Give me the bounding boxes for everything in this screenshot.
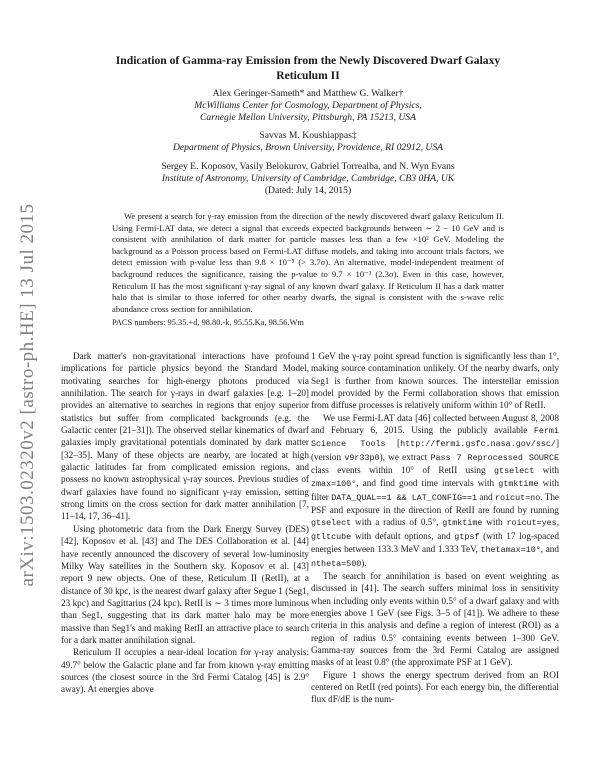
dated-line: (Dated: July 14, 2015) [264,185,352,196]
code-gtltcube: gtltcube [311,531,352,542]
code-version: v9r33p0 [344,452,380,463]
code-roicut-no: roicut=no [495,492,541,503]
text-run: , and find good time intervals with [356,478,499,489]
authors-line-3: Sergey E. Koposov, Vasily Belokurov, Gabriel Torrealba, and N. Wyn Evans [161,161,455,172]
text-run: ] (version [311,438,559,462]
arxiv-sidebar-stamp [8,195,48,595]
code-gtmktime-2: gtmktime [442,518,483,529]
text-run: and [477,491,495,502]
author-block-1 [70,88,546,124]
code-gtselect-2: gtselect [311,518,352,529]
code-gtselect: gtselect [494,466,535,477]
author-block-3 [70,161,546,197]
affiliation-1a: McWilliams Center for Cosmology, Department of Physics, [194,100,422,111]
code-gtpsf: gtpsf [454,531,480,542]
left-paragraph-3: Reticulum II occupies a near-ideal location for γ-ray analysis: 49.7° below the Galactic plane and far from known γ-ray emitting sources (the closest source in the 3rd Fermi Catalog [45] is 2.9° away). At energies above [61,647,309,695]
text-run: with [482,517,507,528]
text-run: with a radius of 0.5°, [351,517,443,528]
fermi-url-link[interactable]: http://fermi.gsfc.nasa.gov/ssc/ [400,439,556,450]
text-run: ), we extract [379,451,431,462]
code-filter: DATA_QUAL==1 && LAT_CONFIG==1 [331,492,478,503]
code-pass7: Pass 7 Reprocessed SOURCE [430,452,559,463]
text-run: (with 17 log-spaced energies between 133.3 MeV and 1.333 TeV, [311,530,559,555]
text-run: with [534,465,559,476]
text-run: [ [385,438,401,449]
text-run: , [556,517,559,528]
code-roicut-yes: roicut=yes [506,518,557,529]
right-paragraph-4: Figure 1 shows the energy spectrum derived from an ROI centered on RetII (red points). For each energy bin, the differential flux dF/dE is the num- [311,669,559,705]
text-run: . The PSF and exposure in the direction of RetII are found by running [311,491,559,516]
code-zmax: zmax=100° [311,479,357,490]
right-paragraph-2 [311,412,559,570]
code-gtmktime: gtmktime [498,479,539,490]
left-paragraph-2: Using photometric data from the Dark Energy Survey (DES) [42], Koposov et al. [43] and The DES Collaboration et al. [44] have recently announced the discovery of several low-luminosity Milky Way satellites in the Southern sky. Koposov et al. [43] report 9 new objects. One of these, Reticulum II (RetII), at a distance of 30 kpc, is the nearest dwarf galaxy after Segue 1 (Seg1, 23 kpc) and Sagittarius (24 kpc). RetII is ∼ 3 times more luminous than Seg1, suggesting that its dark matter halo may be more massive than Seg1's and making RetII an attractive place to search for a dark matter annihilation signal. [61,523,309,645]
pacs-numbers: PACS numbers: 95.35.+d, 98.80.-k, 95.55.Ka, 98.56.Wm [112,318,304,327]
text-run: with filter [311,478,559,502]
affiliation-1b: Carnegie Mellon University, Pittsburgh, PA 15213, USA [200,112,416,123]
left-paragraph-1: Dark matter's non-gravitational interactions have profound implications for particle physics beyond the Standard Model, motivating searches for high-energy photons produced via annihilation. The search for γ-rays in dwarf galaxies [e.g. 1–20] provides an alternative to searches in regions that enjoy superior statistics but suffer from complicated backgrounds (e.g. the Galactic center [21–31]). The observed stellar kinematics of dwarf galaxies imply gravitational potentials dominated by dark matter [32–35]. Many of these objects are nearby, are located at high galactic latitudes far from complicated emission regions, and possess no known astrophysical γ-ray sources. Previous studies of dwarf galaxies have found no significant γ-ray emission, setting strong limits on the cross section for dark matter annihilation [7, 11–14, 17, 36–41]. [61,351,309,522]
code-thetamax: thetamax=10° [480,545,541,556]
code-ntheta: ntheta=500 [311,558,362,569]
affiliation-2: Department of Physics, Brown University, Providence, RI 02912, USA [173,142,443,153]
right-column [311,350,559,706]
right-paragraph-1: 1 GeV the γ-ray point spread function is significantly less than 1°, making source contamination unlikely. Of the nearby dwarfs, only Seg1 is further from known sources. The interstellar emission model provided by the Fermi collaboration shows that emission from diffuse processes is relatively uniform within 10° of RetII. [311,351,559,411]
authors-line-2: Savvas M. Koushiappas‡ [259,130,357,141]
text-run: , and [540,544,559,555]
code-fermi-science-tools: Fermi Science Tools [311,426,559,450]
text-run: We use Fermi-LAT data [46] collected between August 8, 2008 and February 6, 2015. Using the publicly available [311,412,559,436]
authors-line-1: Alex Geringer-Sameth* and Matthew G. Walker† [212,88,404,99]
text-run: class events within 10° of RetII using [311,465,495,476]
affiliation-3: Institute of Astronomy, University of Cambridge, Cambridge, CB3 0HA, UK [161,173,455,184]
text-run: ). [361,557,367,568]
author-block-2 [70,130,546,154]
text-run: with default options, and [351,530,455,541]
abstract: We present a search for γ-ray emission from the direction of the newly discovered dwarf galaxy Reticulum II. Using Fermi-LAT data, we detect a signal that exceeds expected backgrounds between ∼ 2 − 10 GeV and is consistent with annihilation of dark matter for particle masses less than a few ×10² GeV. Modeling the background as a Poisson process based on Fermi-LAT diffuse models, and taking into account trials factors, we detect emission with p-value less than 9.8 × 10⁻⁵ (> 3.7σ). An alternative, model-independent treatment of background reduces the significance, raising the p-value to 9.7 × 10⁻³ (2.3σ). Even in this case, however, Reticulum II has the most significant γ-ray signal of any known dwarf galaxy. If Reticulum II has a dark matter halo that is similar to those inferred for other nearby dwarfs, the signal is consistent with the s-wave relic abundance cross section for annihilation. [112,211,504,314]
arxiv-identifier: arXiv:1503.02320v2 [astro-ph.HE] 13 Jul 2015 [17,203,38,587]
paper-title: Indication of Gamma-ray Emission from the Newly Discovered Dwarf Galaxy Reticulum II [115,54,501,82]
left-column [61,350,309,696]
right-paragraph-3: The search for annihilation is based on event weighting as discussed in [41]. The search suffers minimal loss in sensitivity when including only events within 0.5° of a dwarf galaxy and with energies above 1 GeV (see Figs. 3–5 of [41]). We adhere to these criteria in this analysis and define a region of interest (ROI) as a region of radius 0.5° containing events between 1–300 GeV. Gamma-ray sources from the 3rd Fermi Catalog are assigned masks of at least 0.8° (the approximate PSF at 1 GeV). [311,570,559,668]
